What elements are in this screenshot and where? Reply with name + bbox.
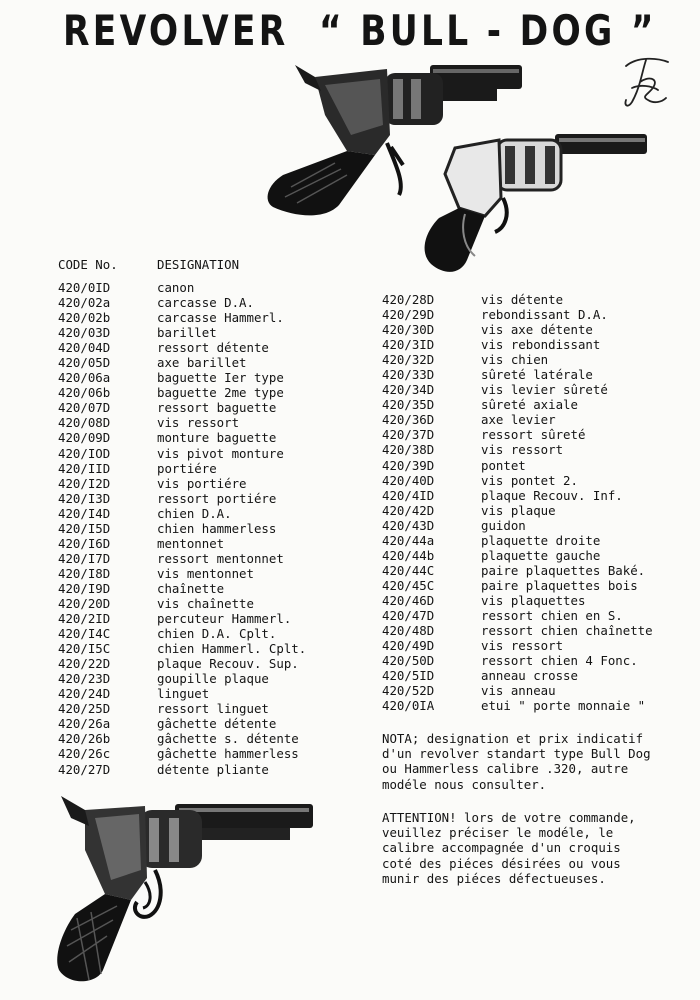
part-row	[382, 473, 682, 488]
part-code: 420/34D	[382, 382, 435, 398]
part-designation: axe barillet	[157, 355, 247, 371]
part-row	[382, 488, 682, 503]
hammerless-revolver-illustration-icon	[405, 128, 655, 278]
part-row	[382, 608, 682, 623]
nota-line: NOTA; designation et prix indicatif	[382, 731, 644, 746]
part-row	[382, 593, 682, 608]
part-designation: plaquette gauche	[481, 547, 601, 563]
part-row	[382, 668, 682, 683]
part-designation: chaînette	[157, 580, 225, 596]
part-code: 420/08D	[58, 415, 111, 431]
part-designation: chien hammerless	[157, 520, 277, 536]
part-designation: chien D.A.	[157, 505, 232, 521]
part-row	[382, 337, 682, 352]
part-row	[382, 698, 682, 713]
part-code: 420/26b	[58, 731, 111, 747]
part-code: 420/36D	[382, 412, 435, 428]
part-row	[382, 412, 682, 427]
part-code: 420/I5C	[58, 641, 111, 657]
part-row	[382, 548, 682, 563]
part-code: 420/37D	[382, 427, 435, 443]
part-code: 420/30D	[382, 322, 435, 338]
part-designation: vis pivot monture	[157, 445, 284, 461]
part-designation: canon	[157, 280, 195, 295]
part-code: 420/23D	[58, 671, 111, 687]
part-code: 420/52D	[382, 683, 435, 699]
code-column-header: CODE No.	[58, 257, 118, 272]
part-row	[58, 656, 338, 671]
attention-line: ATTENTION! lors de votre commande,	[382, 810, 636, 825]
part-row	[58, 461, 338, 476]
part-row	[58, 716, 338, 731]
part-row	[58, 506, 338, 521]
part-row	[58, 566, 338, 581]
part-code: 420/I9D	[58, 580, 111, 596]
part-code: 420/2ID	[58, 611, 111, 627]
part-code: 420/39D	[382, 457, 435, 473]
part-row	[58, 596, 338, 611]
attention-line: calibre accompagnée d'un croquis	[382, 840, 621, 856]
part-code: 420/40D	[382, 472, 435, 488]
part-designation: plaque Recouv. Inf.	[481, 487, 623, 503]
part-row	[58, 340, 338, 355]
part-designation: vis levier sûreté	[481, 382, 608, 398]
part-designation: plaque Recouv. Sup.	[157, 656, 299, 672]
part-code: 420/45C	[382, 577, 435, 593]
part-code: 420/I8D	[58, 565, 111, 581]
part-code: 420/24D	[58, 686, 111, 702]
part-row	[58, 385, 338, 400]
part-designation: ressort sûreté	[481, 427, 586, 443]
part-code: 420/I6D	[58, 535, 111, 551]
part-designation: plaquette droite	[481, 532, 601, 548]
part-row	[382, 458, 682, 473]
part-row	[58, 536, 338, 551]
part-row	[58, 551, 338, 566]
part-code: 420/04D	[58, 340, 111, 356]
part-code: 420/09D	[58, 430, 111, 446]
part-row	[58, 611, 338, 626]
part-designation: ressort linguet	[157, 701, 269, 717]
part-code: 420/I3D	[58, 490, 111, 506]
part-code: 420/I5D	[58, 520, 111, 536]
part-row	[382, 427, 682, 442]
part-code: 420/43D	[382, 517, 435, 533]
part-code: 420/5ID	[382, 668, 435, 684]
part-row	[382, 623, 682, 638]
part-code: 420/32D	[382, 352, 435, 368]
part-designation: carcasse D.A.	[157, 295, 254, 311]
part-code: 420/07D	[58, 400, 111, 416]
attention-line: coté des piéces désirées ou vous	[382, 855, 621, 871]
part-code: 420/44b	[382, 547, 435, 563]
part-designation: vis ressort	[481, 442, 564, 458]
part-designation: vis chaînette	[157, 595, 254, 611]
part-designation: paire plaquettes bois	[481, 577, 638, 593]
part-code: 420/27D	[58, 761, 111, 777]
part-row	[382, 397, 682, 412]
part-row	[58, 491, 338, 506]
part-designation: rebondissant D.A.	[481, 307, 608, 323]
part-designation: guidon	[481, 517, 526, 533]
part-row	[382, 638, 682, 653]
part-code: 420/49D	[382, 638, 435, 654]
part-designation: chien D.A. Cplt.	[157, 626, 277, 642]
part-row	[382, 533, 682, 548]
part-code: 420/06a	[58, 370, 111, 386]
part-code: 420/38D	[382, 442, 435, 458]
part-designation: ressort chien chaînette	[481, 623, 653, 639]
part-designation: vis ressort	[481, 638, 564, 654]
part-row	[58, 731, 338, 746]
part-row	[58, 746, 338, 761]
part-row	[58, 671, 338, 686]
part-row	[382, 503, 682, 518]
monogram-signature-icon	[618, 52, 674, 114]
part-designation: vis anneau	[481, 683, 556, 699]
part-designation: vis portiére	[157, 475, 247, 491]
part-code: 420/03D	[58, 325, 111, 341]
part-designation: baguette 2me type	[157, 385, 284, 401]
part-row	[382, 382, 682, 397]
part-row	[58, 476, 338, 491]
part-designation: monture baguette	[157, 430, 277, 446]
part-row	[58, 521, 338, 536]
part-code: 420/4ID	[382, 487, 435, 503]
part-code: 420/20D	[58, 595, 111, 611]
part-code: 420/06b	[58, 385, 111, 401]
part-designation: paire plaquettes Baké.	[481, 562, 646, 578]
part-row	[382, 352, 682, 367]
part-designation: vis axe détente	[481, 322, 593, 338]
part-designation: vis ressort	[157, 415, 240, 431]
part-row	[382, 442, 682, 457]
part-row	[58, 581, 338, 596]
part-designation: pontet	[481, 457, 526, 473]
part-row	[58, 626, 338, 641]
attention-paragraph	[382, 810, 682, 886]
part-row	[382, 292, 682, 307]
part-row	[58, 310, 338, 325]
part-designation: ressort chien en S.	[481, 607, 623, 623]
part-designation: etui " porte monnaie "	[481, 698, 646, 714]
part-row	[58, 415, 338, 430]
part-code: 420/33D	[382, 367, 435, 383]
part-designation: gâchette hammerless	[157, 746, 299, 762]
part-code: 420/28D	[382, 292, 435, 307]
attention-line: munir des piéces défectueuses.	[382, 870, 606, 886]
part-code: 420/I4C	[58, 626, 111, 642]
parts-list-right	[382, 292, 682, 713]
part-designation: gâchette s. détente	[157, 731, 299, 747]
part-row	[58, 430, 338, 445]
part-code: 420/26a	[58, 716, 111, 732]
part-row	[58, 641, 338, 656]
part-designation: vis plaquettes	[481, 592, 586, 608]
part-designation: vis pontet 2.	[481, 472, 578, 488]
revolver-illustration-icon	[55, 790, 320, 990]
part-row	[58, 701, 338, 716]
part-code: 420/46D	[382, 592, 435, 608]
part-row	[58, 686, 338, 701]
part-designation: carcasse Hammerl.	[157, 310, 284, 326]
part-designation: anneau crosse	[481, 668, 578, 684]
part-designation: vis plaque	[481, 502, 556, 518]
part-designation: vis rebondissant	[481, 337, 601, 353]
part-code: 420/I4D	[58, 505, 111, 521]
part-row	[382, 578, 682, 593]
part-designation: portiére	[157, 460, 217, 476]
part-designation: chien Hammerl. Cplt.	[157, 641, 307, 657]
nota-line: d'un revolver standart type Bull Dog	[382, 746, 651, 762]
part-designation: vis chien	[481, 352, 549, 368]
part-code: 420/05D	[58, 355, 111, 371]
part-designation: vis mentonnet	[157, 565, 254, 581]
part-designation: détente pliante	[157, 761, 269, 777]
part-code: 420/50D	[382, 653, 435, 669]
part-code: 420/48D	[382, 623, 435, 639]
part-row	[58, 280, 338, 295]
part-row	[58, 400, 338, 415]
part-code: 420/26c	[58, 746, 111, 762]
part-row	[382, 518, 682, 533]
part-row	[382, 653, 682, 668]
designation-column-header: DESIGNATION	[157, 257, 240, 272]
page-title: REVOLVER “ BULL - DOG ”	[63, 6, 657, 55]
part-code: 420/3ID	[382, 337, 435, 353]
nota-line: modéle nous consulter.	[382, 776, 547, 792]
part-designation: percuteur Hammerl.	[157, 611, 292, 627]
nota-paragraph	[382, 731, 682, 792]
part-designation: sûreté latérale	[481, 367, 593, 383]
part-designation: ressort détente	[157, 340, 269, 356]
part-code: 420/44C	[382, 562, 435, 578]
part-designation: baguette Ier type	[157, 370, 284, 386]
part-code: 420/42D	[382, 502, 435, 518]
parts-list-left	[58, 280, 338, 777]
part-designation: ressort baguette	[157, 400, 277, 416]
part-row	[382, 367, 682, 382]
part-row	[382, 683, 682, 698]
part-code: 420/44a	[382, 532, 435, 548]
part-code: 420/29D	[382, 307, 435, 323]
part-code: 420/02b	[58, 310, 111, 326]
part-row	[58, 295, 338, 310]
part-row	[58, 325, 338, 340]
part-designation: vis détente	[481, 292, 564, 307]
part-designation: ressort mentonnet	[157, 550, 284, 566]
part-designation: barillet	[157, 325, 217, 341]
part-row	[382, 563, 682, 578]
part-designation: linguet	[157, 686, 210, 702]
part-code: 420/0IA	[382, 698, 435, 714]
part-code: 420/I2D	[58, 475, 111, 491]
part-code: 420/25D	[58, 701, 111, 717]
part-code: 420/02a	[58, 295, 111, 311]
part-code: 420/47D	[382, 607, 435, 623]
part-designation: sûreté axiale	[481, 397, 578, 413]
part-code: 420/22D	[58, 656, 111, 672]
part-code: 420/I7D	[58, 550, 111, 566]
part-code: 420/IOD	[58, 445, 111, 461]
part-row	[58, 370, 338, 385]
part-code: 420/0ID	[58, 280, 111, 295]
part-row	[58, 446, 338, 461]
part-designation: axe levier	[481, 412, 556, 428]
part-code: 420/35D	[382, 397, 435, 413]
attention-line: veuillez préciser le modéle, le	[382, 825, 614, 841]
part-designation: ressort portiére	[157, 490, 277, 506]
nota-line: ou Hammerless calibre .320, autre	[382, 761, 629, 777]
part-designation: mentonnet	[157, 535, 225, 551]
part-row	[58, 355, 338, 370]
part-row	[58, 762, 338, 777]
part-row	[382, 322, 682, 337]
part-designation: goupille plaque	[157, 671, 269, 687]
part-designation: gâchette détente	[157, 716, 277, 732]
part-row	[382, 307, 682, 322]
part-code: 420/IID	[58, 460, 111, 476]
part-designation: ressort chien 4 Fonc.	[481, 653, 638, 669]
